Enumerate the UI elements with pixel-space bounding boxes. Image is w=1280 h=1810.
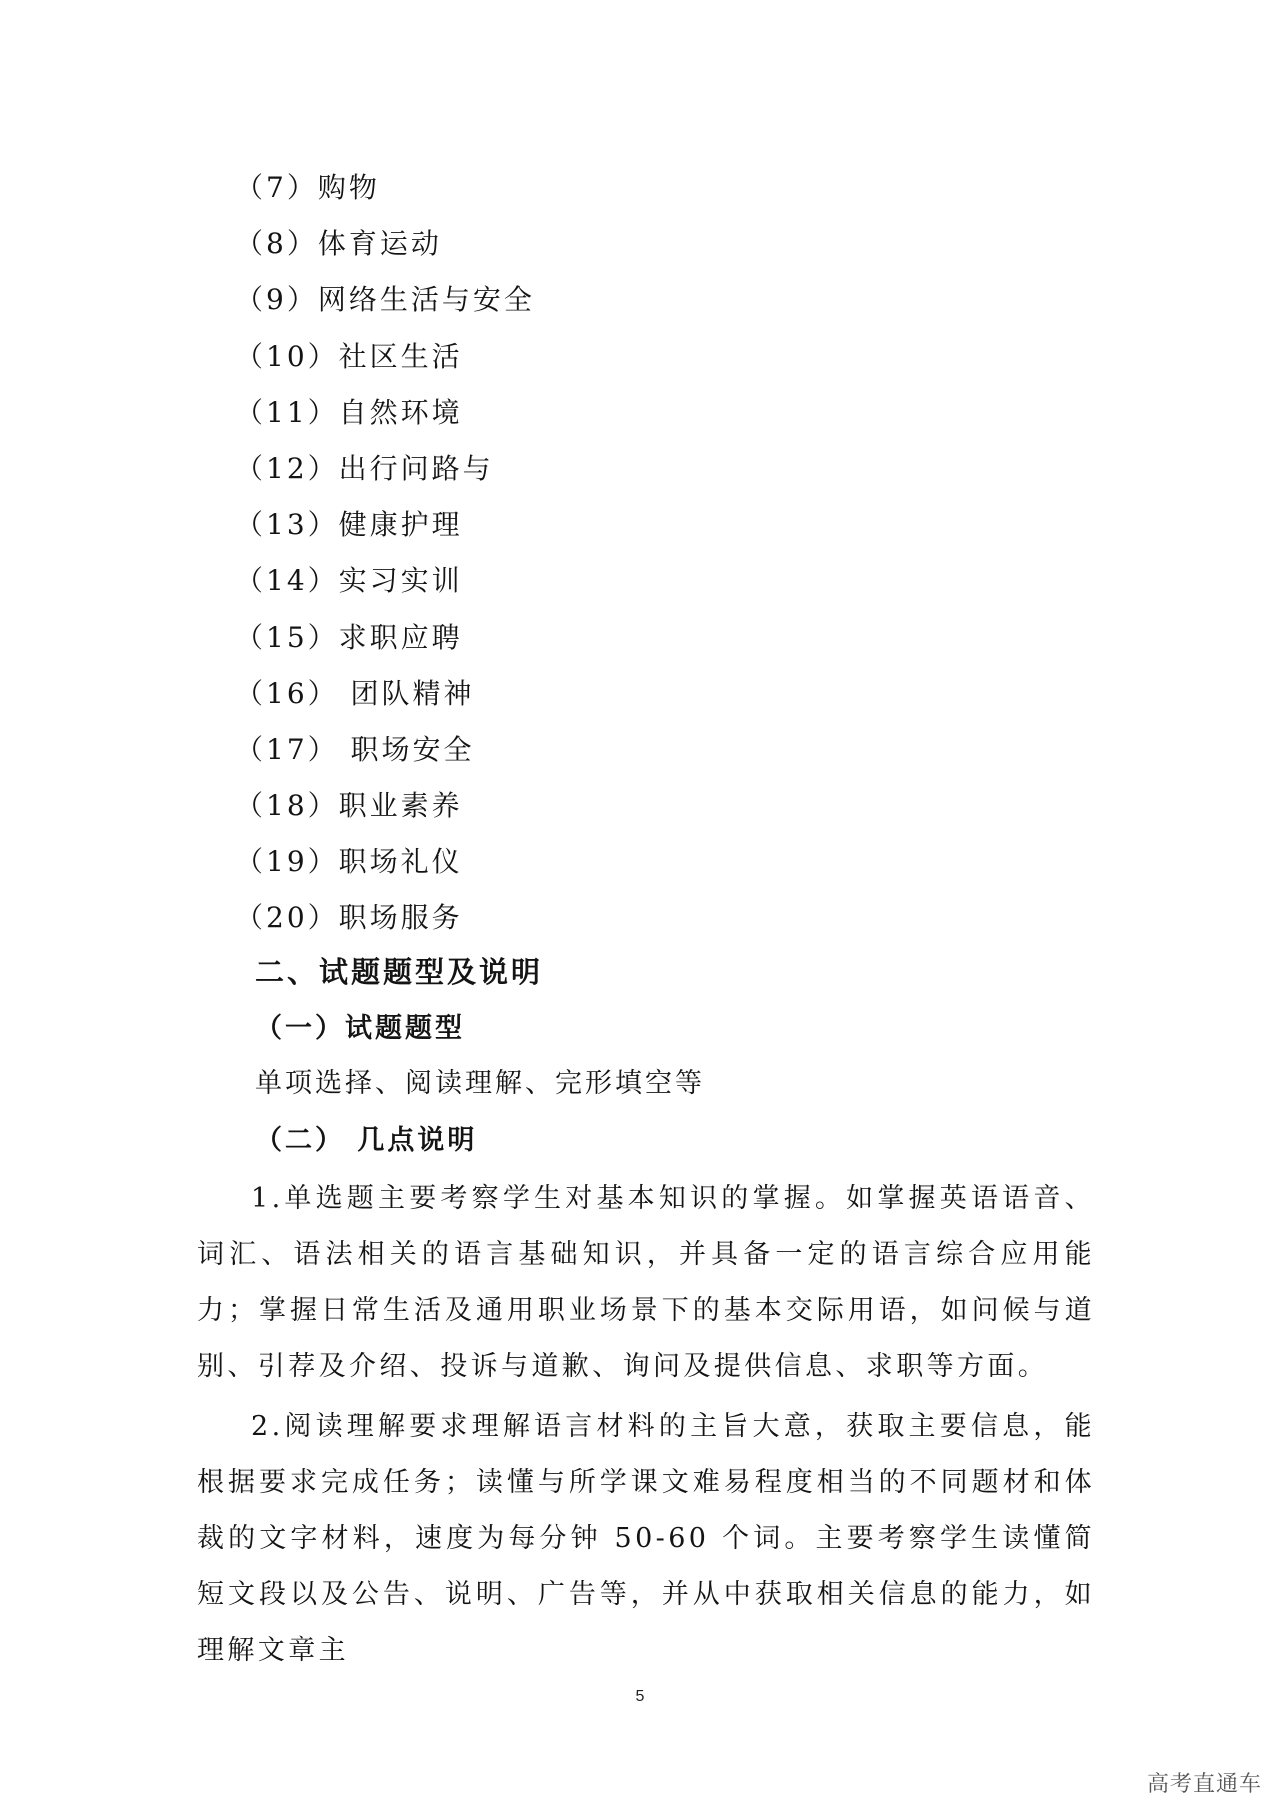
topic-item: （18）职业素养 bbox=[235, 789, 463, 823]
subsection-heading-question-types: （一）试题题型 bbox=[255, 1013, 465, 1044]
question-types-text: 单项选择、阅读理解、完形填空等 bbox=[255, 1068, 705, 1099]
topic-item: （15）求职应聘 bbox=[235, 620, 463, 654]
topic-item: （8）体育运动 bbox=[235, 227, 442, 261]
topic-item: （17） 职场安全 bbox=[235, 732, 475, 766]
topic-item: （20）职场服务 bbox=[235, 901, 463, 935]
topic-item: （7）购物 bbox=[235, 171, 380, 204]
section-heading: 二、试题题型及说明 bbox=[255, 955, 544, 989]
topic-item: （9）网络生活与安全 bbox=[235, 283, 535, 317]
topic-list bbox=[235, 160, 535, 947]
note-paragraph-single-choice: 1.单选题主要考察学生对基本知识的掌握。如掌握英语语音、词汇、语法相关的语言基础知识，并具备一定的语言综合应用能力；掌握日常生活及通用职业场景下的基本交际用语，如问候与道别、引荐及介绍、投诉与道歉、询问及提供信息、求职等方面。 bbox=[197, 1183, 1095, 1382]
topic-item: （12）出行问路与 bbox=[235, 451, 494, 485]
topic-item: （10）社区生活 bbox=[235, 339, 463, 373]
note-paragraph-reading: 2.阅读理解要求理解语言材料的主旨大意，获取主要信息，能根据要求完成任务；读懂与所学课文难易程度相当的不同题材和体裁的文字材料，速度为每分钟 50-60 个词。主要考察学生读懂简短文段以及公告、说明、广告等，并从中获取相关信息的能力，如理解文章主 bbox=[197, 1411, 1095, 1666]
topic-item: （11）自然环境 bbox=[235, 395, 463, 429]
subsection-heading-notes: （二） 几点说明 bbox=[255, 1125, 478, 1156]
watermark-text: 高考直通车 bbox=[1146, 1772, 1262, 1797]
topic-item: （19）职场礼仪 bbox=[235, 845, 463, 879]
topic-item: （13）健康护理 bbox=[235, 508, 463, 542]
topic-item: （14）实习实训 bbox=[235, 564, 463, 598]
page-number: 5 bbox=[635, 1688, 645, 1705]
topic-item: （16） 团队精神 bbox=[235, 676, 475, 710]
